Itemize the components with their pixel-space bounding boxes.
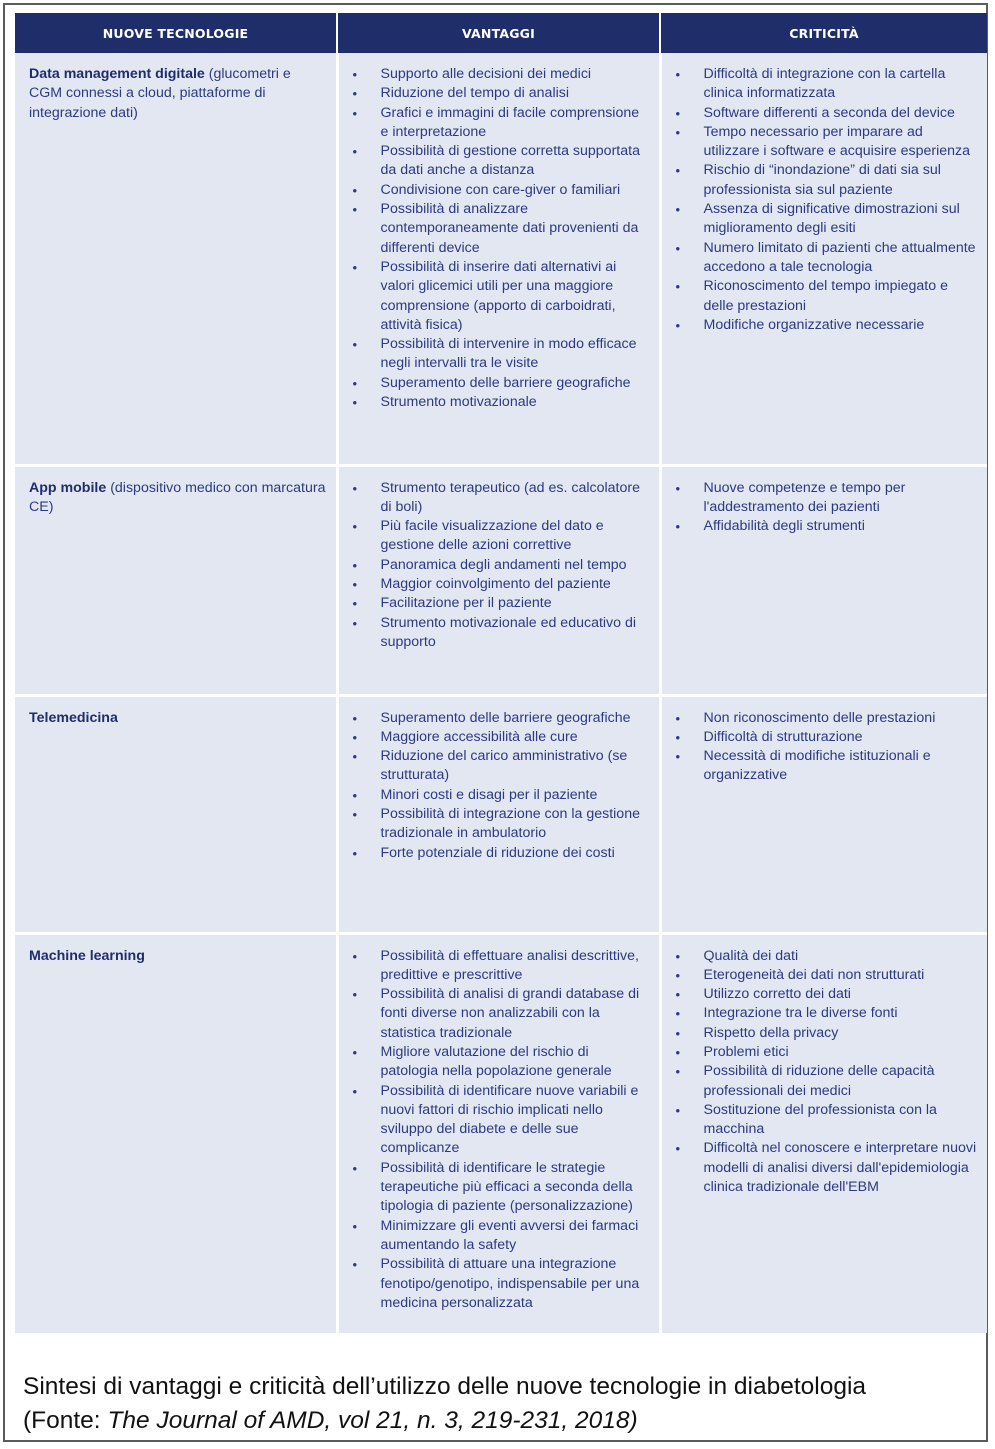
header-vantaggi: VANTAGGI [337, 13, 660, 53]
list-item: • Affidabilità degli strumenti [676, 517, 978, 536]
list-item: • Software differenti a seconda del device [676, 104, 978, 123]
technology-name: Data management digitale [29, 66, 205, 82]
list-item: • Numero limitato di pazienti che attualmente accedono a tale tecnologia [676, 239, 978, 278]
list-item: • Più facile visualizzazione del dato e gestione delle azioni correttive [353, 517, 649, 556]
list-item: • Riduzione del tempo di analisi [353, 84, 649, 103]
list-item: • Nuove competenze e tempo per l'addestramento dei pazienti [676, 479, 978, 518]
technology-table-wrapper [15, 13, 987, 1333]
list-item: • Assenza di significative dimostrazioni sul miglioramento degli esiti [676, 200, 978, 239]
header-criticita: CRITICITÀ [660, 13, 987, 53]
list-item: • Modifiche organizzative necessarie [676, 316, 978, 335]
list-item: • Maggiore accessibilità alle cure [353, 728, 649, 747]
list-item: • Possibilità di attuare una integrazione fenotipo/genotipo, indispensabile per una medicina personalizzata [353, 1255, 649, 1313]
list-item: • Riconoscimento del tempo impiegato e delle prestazioni [676, 277, 978, 316]
criticita-list [676, 65, 978, 335]
list-item: • Integrazione tra le diverse fonti [676, 1004, 978, 1023]
list-item: • Strumento motivazionale ed educativo di supporto [353, 614, 649, 653]
figure-caption [23, 1370, 983, 1438]
criticita-list [676, 709, 978, 786]
caption-line-1: Sintesi di vantaggi e criticità dell’utilizzo delle nuove tecnologie in diabetologia [23, 1373, 867, 1400]
vantaggi-list [353, 479, 649, 653]
criticita-cell [660, 53, 987, 465]
list-item: • Difficoltà di strutturazione [676, 728, 978, 747]
vantaggi-list [353, 947, 649, 1314]
list-item: • Possibilità di intervenire in modo efficace negli intervalli tra le visite [353, 335, 649, 374]
list-item: • Supporto alle decisioni dei medici [353, 65, 649, 84]
criticita-list [676, 479, 978, 537]
caption-source [23, 1404, 983, 1438]
table-row [15, 53, 987, 465]
technology-cell [15, 465, 337, 695]
criticita-cell [660, 933, 987, 1333]
list-item: • Facilitazione per il paziente [353, 594, 649, 613]
criticita-list [676, 947, 978, 1198]
table-body [15, 53, 987, 1333]
list-item: • Possibilità di riduzione delle capacità professionali dei medici [676, 1062, 978, 1101]
technology-name: Machine learning [29, 947, 145, 964]
technology-cell [15, 695, 337, 933]
caption-source-citation: The Journal of AMD, vol 21, n. 3, 219-231, 2018) [107, 1407, 638, 1434]
technology-description: (dispositivo medico con marcatura CE) [29, 479, 326, 515]
list-item: • Grafici e immagini di facile comprensione e interpretazione [353, 104, 649, 143]
list-item: • Possibilità di analizzare contemporaneamente dati provenienti da differenti device [353, 200, 649, 258]
technology-name: Telemedicina [29, 709, 118, 726]
vantaggi-cell [337, 53, 660, 465]
list-item: • Possibilità di inserire dati alternativi ai valori glicemici utili per una maggiore comprensione (apporto di carboidrati, attività fisica) [353, 258, 649, 335]
list-item: • Problemi etici [676, 1043, 978, 1062]
table-row [15, 695, 987, 933]
figure-frame [3, 3, 988, 1442]
list-item: • Difficoltà nel conoscere e interpretare nuovi modelli di analisi diversi dall'epidemiologia clinica tradizionale dell'EBM [676, 1139, 978, 1197]
list-item: • Sostituzione del professionista con la macchina [676, 1101, 978, 1140]
table-header-row [15, 13, 987, 53]
criticita-cell [660, 465, 987, 695]
list-item: • Migliore valutazione del rischio di patologia nella popolazione generale [353, 1043, 649, 1082]
list-item: • Minori costi e disagi per il paziente [353, 786, 649, 805]
list-item: • Possibilità di effettuare analisi descrittive, predittive e prescrittive [353, 947, 649, 986]
list-item: • Forte potenziale di riduzione dei costi [353, 844, 649, 863]
list-item: • Minimizzare gli eventi avversi dei farmaci aumentando la safety [353, 1217, 649, 1256]
list-item: • Maggior coinvolgimento del paziente [353, 575, 649, 594]
list-item: • Superamento delle barriere geografiche [353, 709, 649, 728]
list-item: • Possibilità di identificare le strategie terapeutiche più efficaci a seconda della tipologia di paziente (personalizzazione) [353, 1159, 649, 1217]
list-item: • Condivisione con care-giver o familiari [353, 181, 649, 200]
list-item: • Possibilità di gestione corretta supportata da dati anche a distanza [353, 142, 649, 181]
vantaggi-cell [337, 465, 660, 695]
list-item: • Strumento motivazionale [353, 393, 649, 412]
vantaggi-list [353, 709, 649, 863]
list-item: • Eterogeneità dei dati non strutturati [676, 966, 978, 985]
vantaggi-list [353, 65, 649, 412]
table-row [15, 933, 987, 1333]
vantaggi-cell [337, 933, 660, 1333]
list-item: • Panoramica degli andamenti nel tempo [353, 556, 649, 575]
list-item: • Non riconoscimento delle prestazioni [676, 709, 978, 728]
criticita-cell [660, 695, 987, 933]
list-item: • Riduzione del carico amministrativo (se strutturata) [353, 747, 649, 786]
list-item: • Difficoltà di integrazione con la cartella clinica informatizzata [676, 65, 978, 104]
technology-table [15, 13, 987, 1333]
list-item: • Possibilità di analisi di grandi database di fonti diverse non analizzabili con la statistica tradizionale [353, 985, 649, 1043]
caption-source-prefix: (Fonte: [23, 1407, 108, 1434]
header-nuove-tecnologie: NUOVE TECNOLOGIE [15, 13, 337, 53]
list-item: • Tempo necessario per imparare ad utilizzare i software e acquisire esperienza [676, 123, 978, 162]
list-item: • Possibilità di integrazione con la gestione tradizionale in ambulatorio [353, 805, 649, 844]
list-item: • Rischio di “inondazione” di dati sia sul professionista sia sul paziente [676, 161, 978, 200]
technology-cell [15, 933, 337, 1333]
list-item: • Possibilità di identificare nuove variabili e nuovi fattori di rischio implicati nello sviluppo del diabete e delle sue complicanze [353, 1082, 649, 1159]
vantaggi-cell [337, 695, 660, 933]
list-item: • Qualità dei dati [676, 947, 978, 966]
table-row [15, 465, 987, 695]
list-item: • Utilizzo corretto dei dati [676, 985, 978, 1004]
list-item: • Rispetto della privacy [676, 1024, 978, 1043]
technology-description: (glucometri e CGM connessi a cloud, piattaforme di integrazione dati) [29, 66, 291, 121]
list-item: • Strumento terapeutico (ad es. calcolatore di boli) [353, 479, 649, 518]
list-item: • Superamento delle barriere geografiche [353, 374, 649, 393]
technology-name: App mobile [29, 479, 107, 496]
list-item: • Necessità di modifiche istituzionali e organizzative [676, 747, 978, 786]
technology-cell [15, 53, 337, 465]
